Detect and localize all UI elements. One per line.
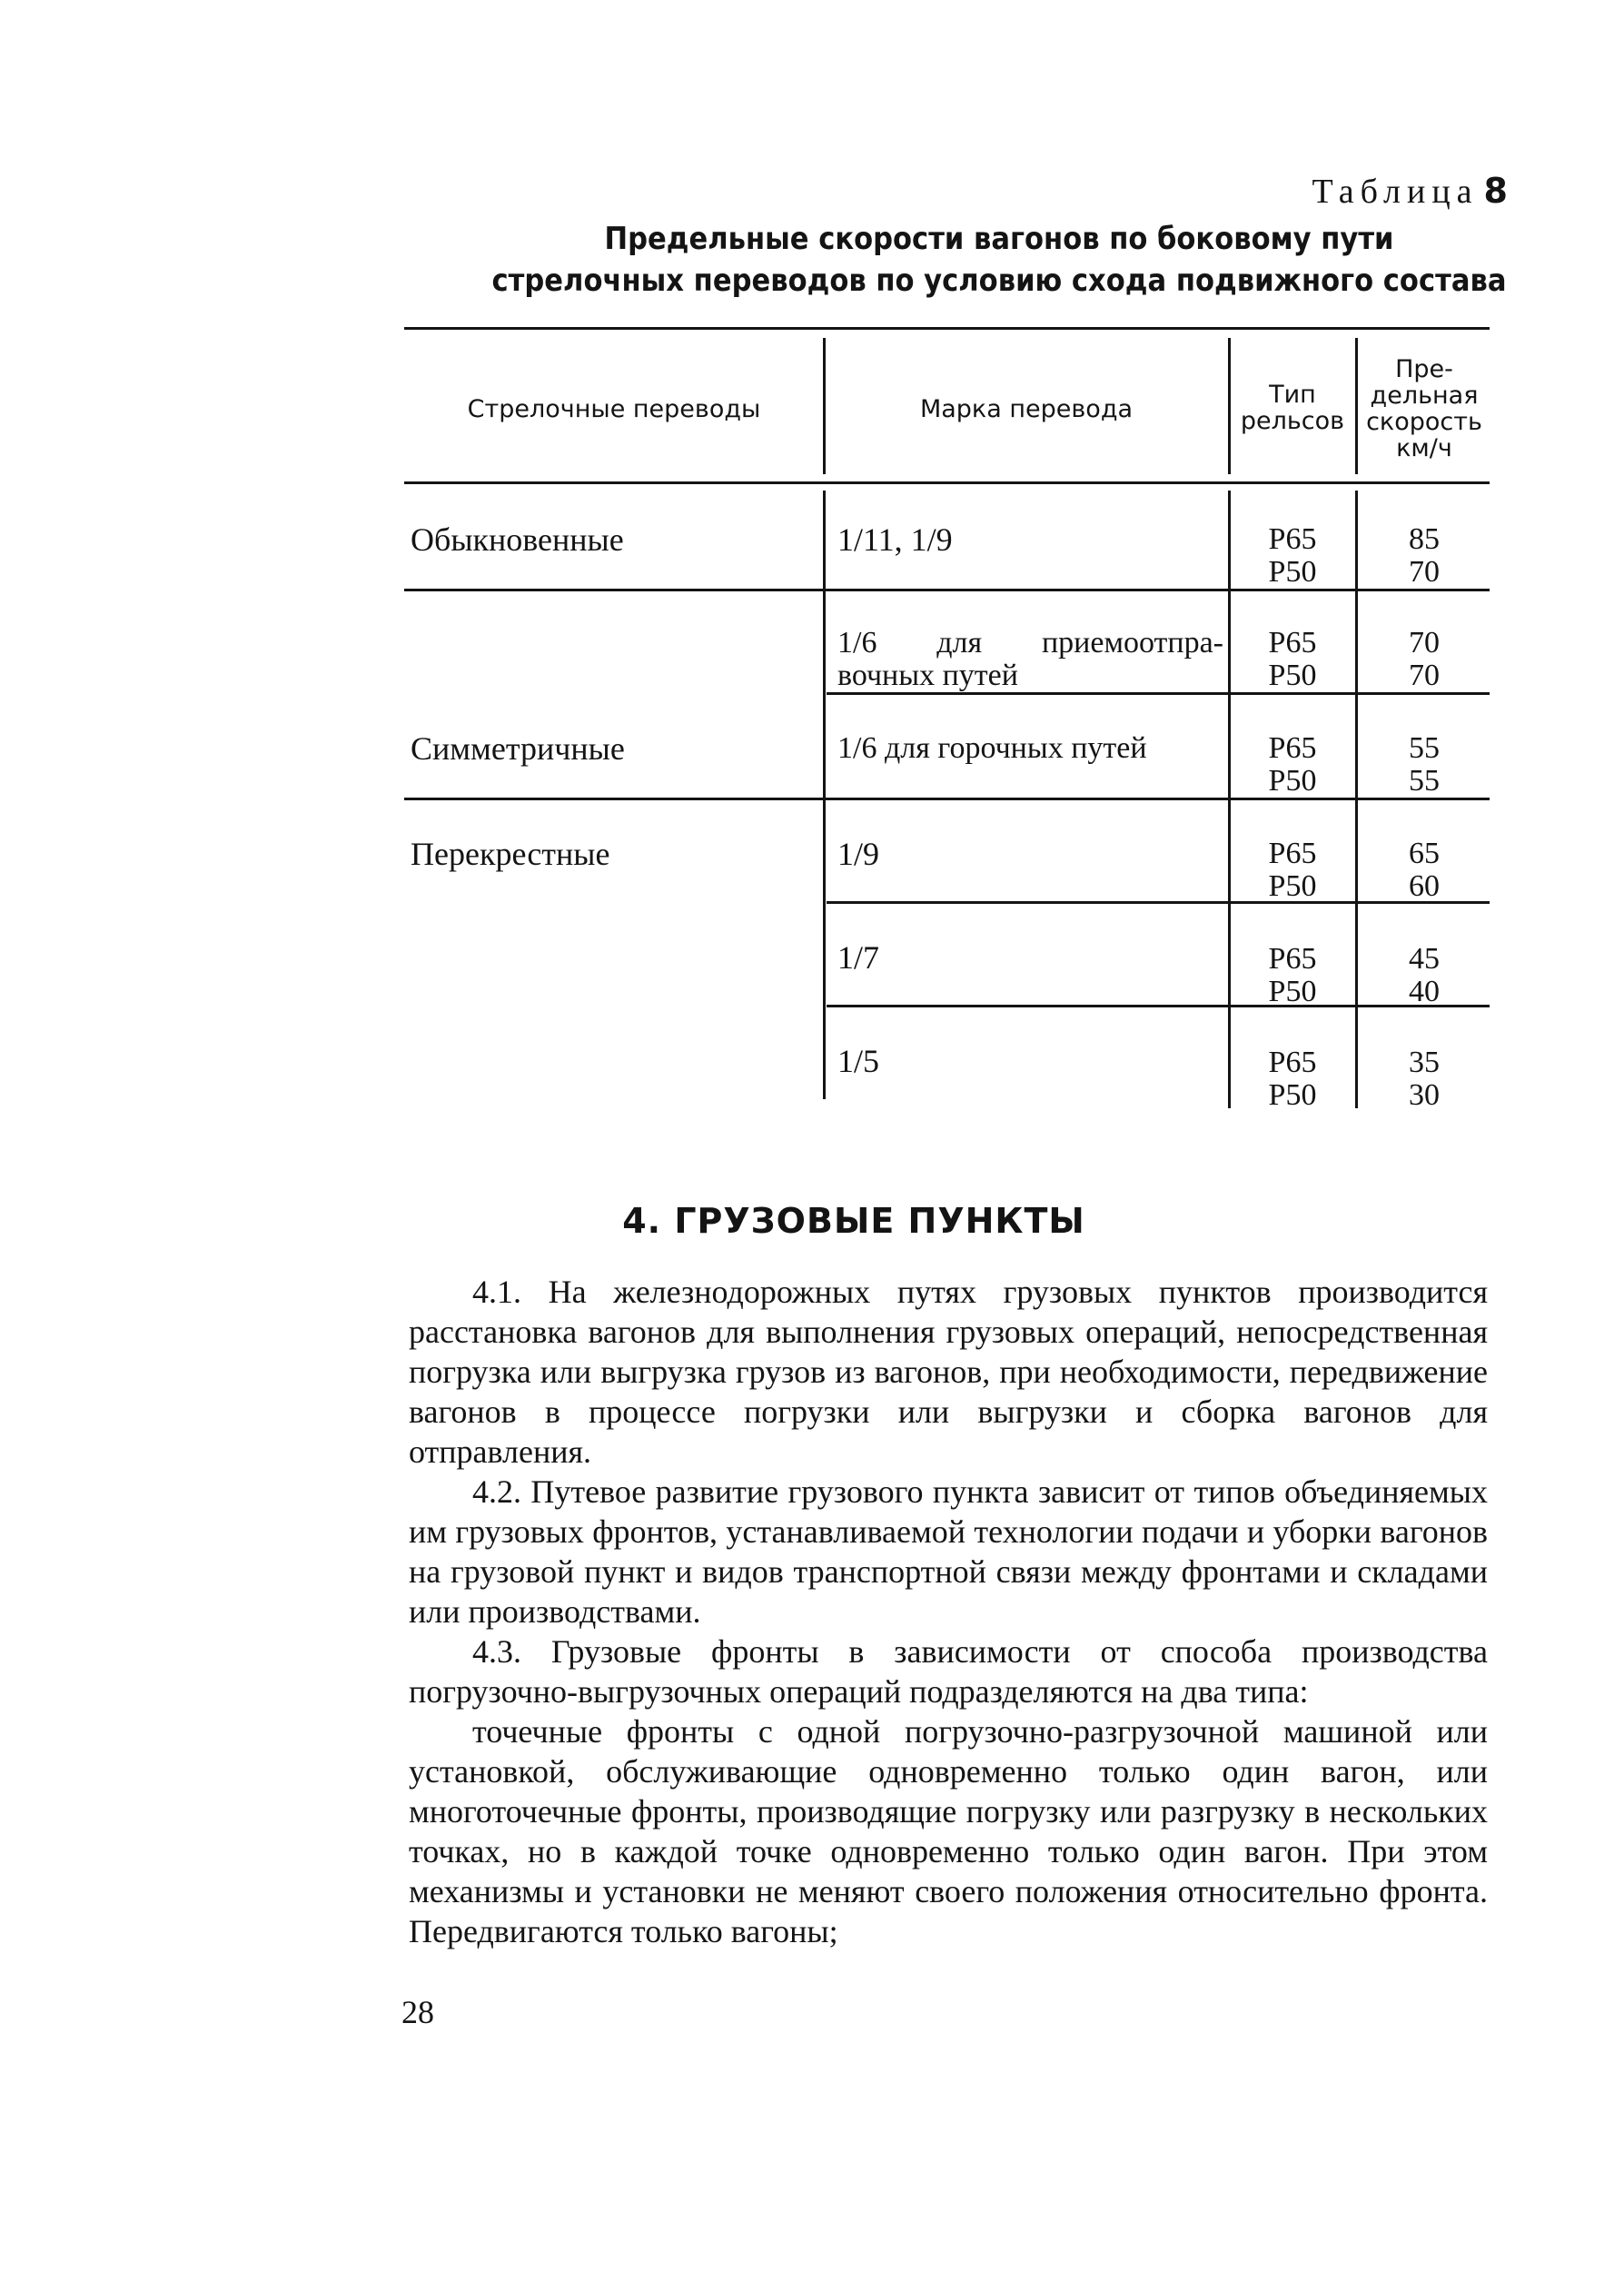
table-top-rule	[404, 327, 1490, 330]
speed-cell: 70 70	[1409, 626, 1440, 692]
speed-cell: 55 55	[1409, 731, 1440, 798]
speed-cell: 65 60	[1409, 837, 1440, 903]
rail-cell: Р65 Р50	[1268, 626, 1317, 692]
table-label-text: Таблица	[1312, 173, 1479, 211]
paragraph: 4.2. Путевое развитие грузового пункта зависит от типов объединяемых им грузовых фронтов, устанавливаемой технологии подачи и уборки вагонов на грузовой пункт и видов транспортной связи между фронтами и складами или производствами.	[409, 1473, 1488, 1630]
group-name: Перекрестные	[411, 836, 610, 872]
page-number: 28	[401, 1994, 434, 2030]
header-max-speed: Пре- дельная скорость км/ч	[1366, 355, 1482, 462]
col-rule	[823, 338, 826, 474]
table-label	[999, 171, 1508, 212]
mark-cell: 1/6 для горочных путей	[837, 731, 1147, 765]
mark-cell: 1/6 для приемоотпра- вочных путей	[837, 626, 1223, 692]
table-title-line-1: Предельные скорости вагонов по боковому пути	[604, 221, 1394, 257]
mark-cell: 1/9	[837, 836, 880, 872]
row-divider	[827, 692, 1490, 695]
rail-cell: Р65 Р50	[1268, 522, 1317, 589]
header-bottom-rule	[404, 481, 1490, 484]
speed-cell: 85 70	[1409, 522, 1440, 589]
group-divider	[404, 798, 1490, 800]
table-number: 8	[1483, 171, 1508, 211]
body-text	[409, 1272, 1488, 1951]
rail-cell: Р65 Р50	[1268, 1046, 1317, 1112]
table-title	[468, 218, 1530, 302]
table-title-line-2: стрелочных переводов по условию схода подвижного состава	[491, 263, 1507, 299]
rail-cell: Р65 Р50	[1268, 731, 1317, 798]
mark-cell: 1/7	[837, 939, 880, 976]
speed-cell: 45 40	[1409, 942, 1440, 1008]
paragraph: 4.1. На железнодорожных путях грузовых пунктов производится расстановка вагонов для выполнения грузовых операций, непосредственная погрузка или выгрузка грузов из вагонов, при необходимости, передвижение вагонов в процессе погрузки или выгрузки и сборка вагонов для отправления.	[409, 1274, 1488, 1470]
paragraph: точечные фронты с одной погрузочно-разгрузочной машиной или установкой, обслуживающие одновременно только один вагон, или многоточечные фронты, производящие погрузку или разгрузку в нескольких точках, но в каждой точке одновременно только один вагон. При этом механизмы и установки не меняют своего положения относительно фронта. Передвигаются только вагоны;	[409, 1713, 1488, 1949]
mark-cell: 1/5	[837, 1043, 880, 1079]
header-switch-mark: Марка перевода	[919, 395, 1134, 423]
rail-cell: Р65 Р50	[1268, 837, 1317, 903]
col-rule	[823, 491, 826, 1099]
section-heading: 4. ГРУЗОВЫЕ ПУНКТЫ	[622, 1201, 1085, 1241]
header-switch-type: Стрелочные переводы	[467, 395, 761, 423]
col-rule	[1355, 491, 1358, 1108]
speed-cell: 35 30	[1409, 1046, 1440, 1112]
col-rule	[1228, 491, 1231, 1108]
col-rule	[1355, 338, 1358, 474]
mark-cell: 1/11, 1/9	[837, 521, 953, 558]
group-name: Симметричные	[411, 730, 625, 767]
rail-cell: Р65 Р50	[1268, 942, 1317, 1008]
paragraph: 4.3. Грузовые фронты в зависимости от способа производства погрузочно-выгрузочных операций подразделяются на два типа:	[409, 1633, 1488, 1710]
group-divider	[404, 589, 1490, 591]
group-name: Обыкновенные	[411, 521, 624, 558]
header-rail-type: Тип рельсов	[1240, 381, 1345, 435]
